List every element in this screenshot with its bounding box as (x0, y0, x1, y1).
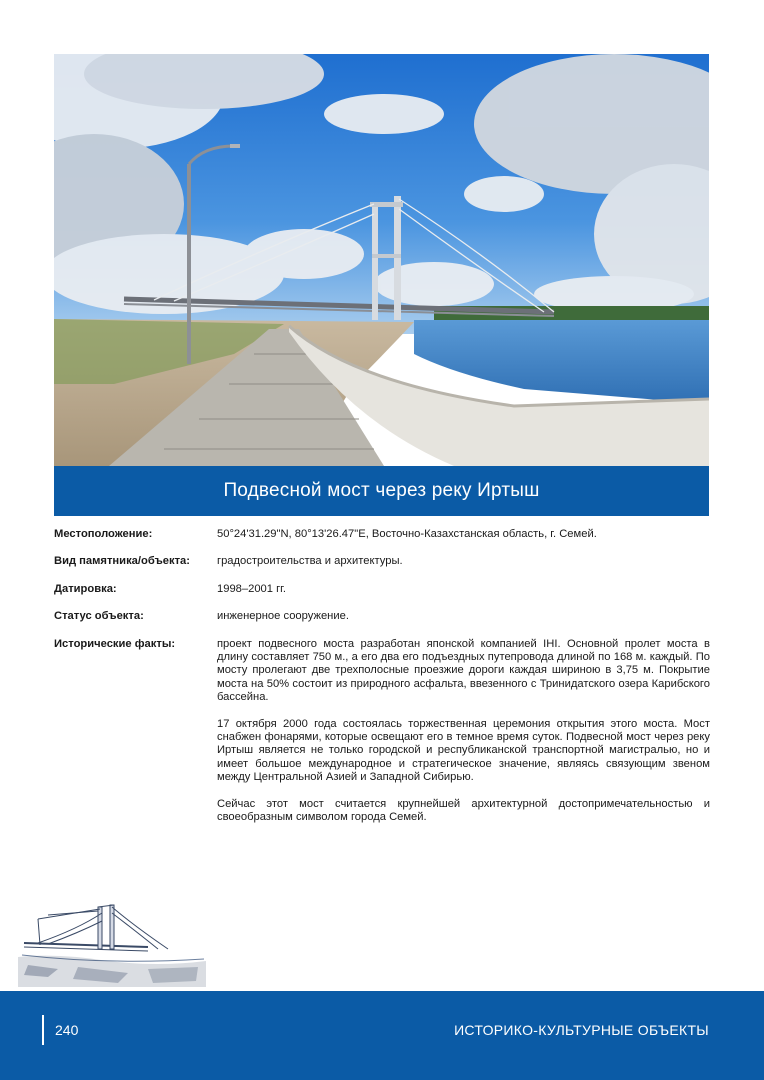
info-row-dating (54, 583, 710, 596)
page-number: 240 (55, 1022, 79, 1038)
page-footer (0, 991, 764, 1080)
info-row-facts (54, 638, 710, 825)
object-info (54, 528, 710, 825)
info-label: Статус объекта: (54, 610, 144, 623)
bridge-photo (54, 54, 709, 466)
footer-divider (42, 1015, 44, 1045)
info-row-type (54, 555, 710, 568)
info-label: Вид памятника/объекта: (54, 555, 190, 568)
facts-paragraph: 17 октября 2000 года состоялась торжественная церемония открытия этого моста. Мост снабжен фонарями, которые освещают его в темное время суток. Подвесной мост через реку Иртыш является не только городской и республиканской транспортной магистралью, но и имеет большое международное и стратегическое значение, являясь связующим звеном между Центральной Азией и Западной Сибирью. (217, 717, 710, 784)
info-row-status (54, 610, 710, 623)
section-title: ИСТОРИКО-КУЛЬТУРНЫЕ ОБЪЕКТЫ (454, 1022, 709, 1038)
info-label: Датировка: (54, 582, 117, 595)
info-value: инженерное сооружение. (217, 610, 349, 623)
photo-caption: Подвесной мост через реку Иртыш (54, 466, 709, 516)
info-label: Местоположение: (54, 528, 153, 540)
info-value: градостроительства и архитектуры. (217, 555, 403, 568)
info-value: 1998–2001 гг. (217, 582, 287, 595)
facts-label: Исторические факты: (54, 637, 176, 650)
info-value: 50°24'31.29"N, 80°13'26.47"E, Восточно-Казахстанская область, г. Семей. (217, 528, 597, 540)
facts-paragraph: проект подвесного моста разработан японской компанией IHI. Основной пролет моста в длину составляет 750 м., а его два его подъездных путепровода длиной по 168 м. каждый. По мосту пролегают две трехполосные проезжие дороги каждая шириною в 3,75 м. Покрытие моста на 50% состоит из природного асфальта, ввезенного с Тринидатского озера Карибского бассейна. (217, 637, 710, 704)
facts-paragraph: Сейчас этот мост считается крупнейшей архитектурной достопримечательностью и своеобразным символом города Семей. (217, 797, 710, 824)
bridge-sketch-icon (18, 895, 206, 987)
info-row-location (54, 528, 710, 541)
facts-text (217, 638, 710, 825)
